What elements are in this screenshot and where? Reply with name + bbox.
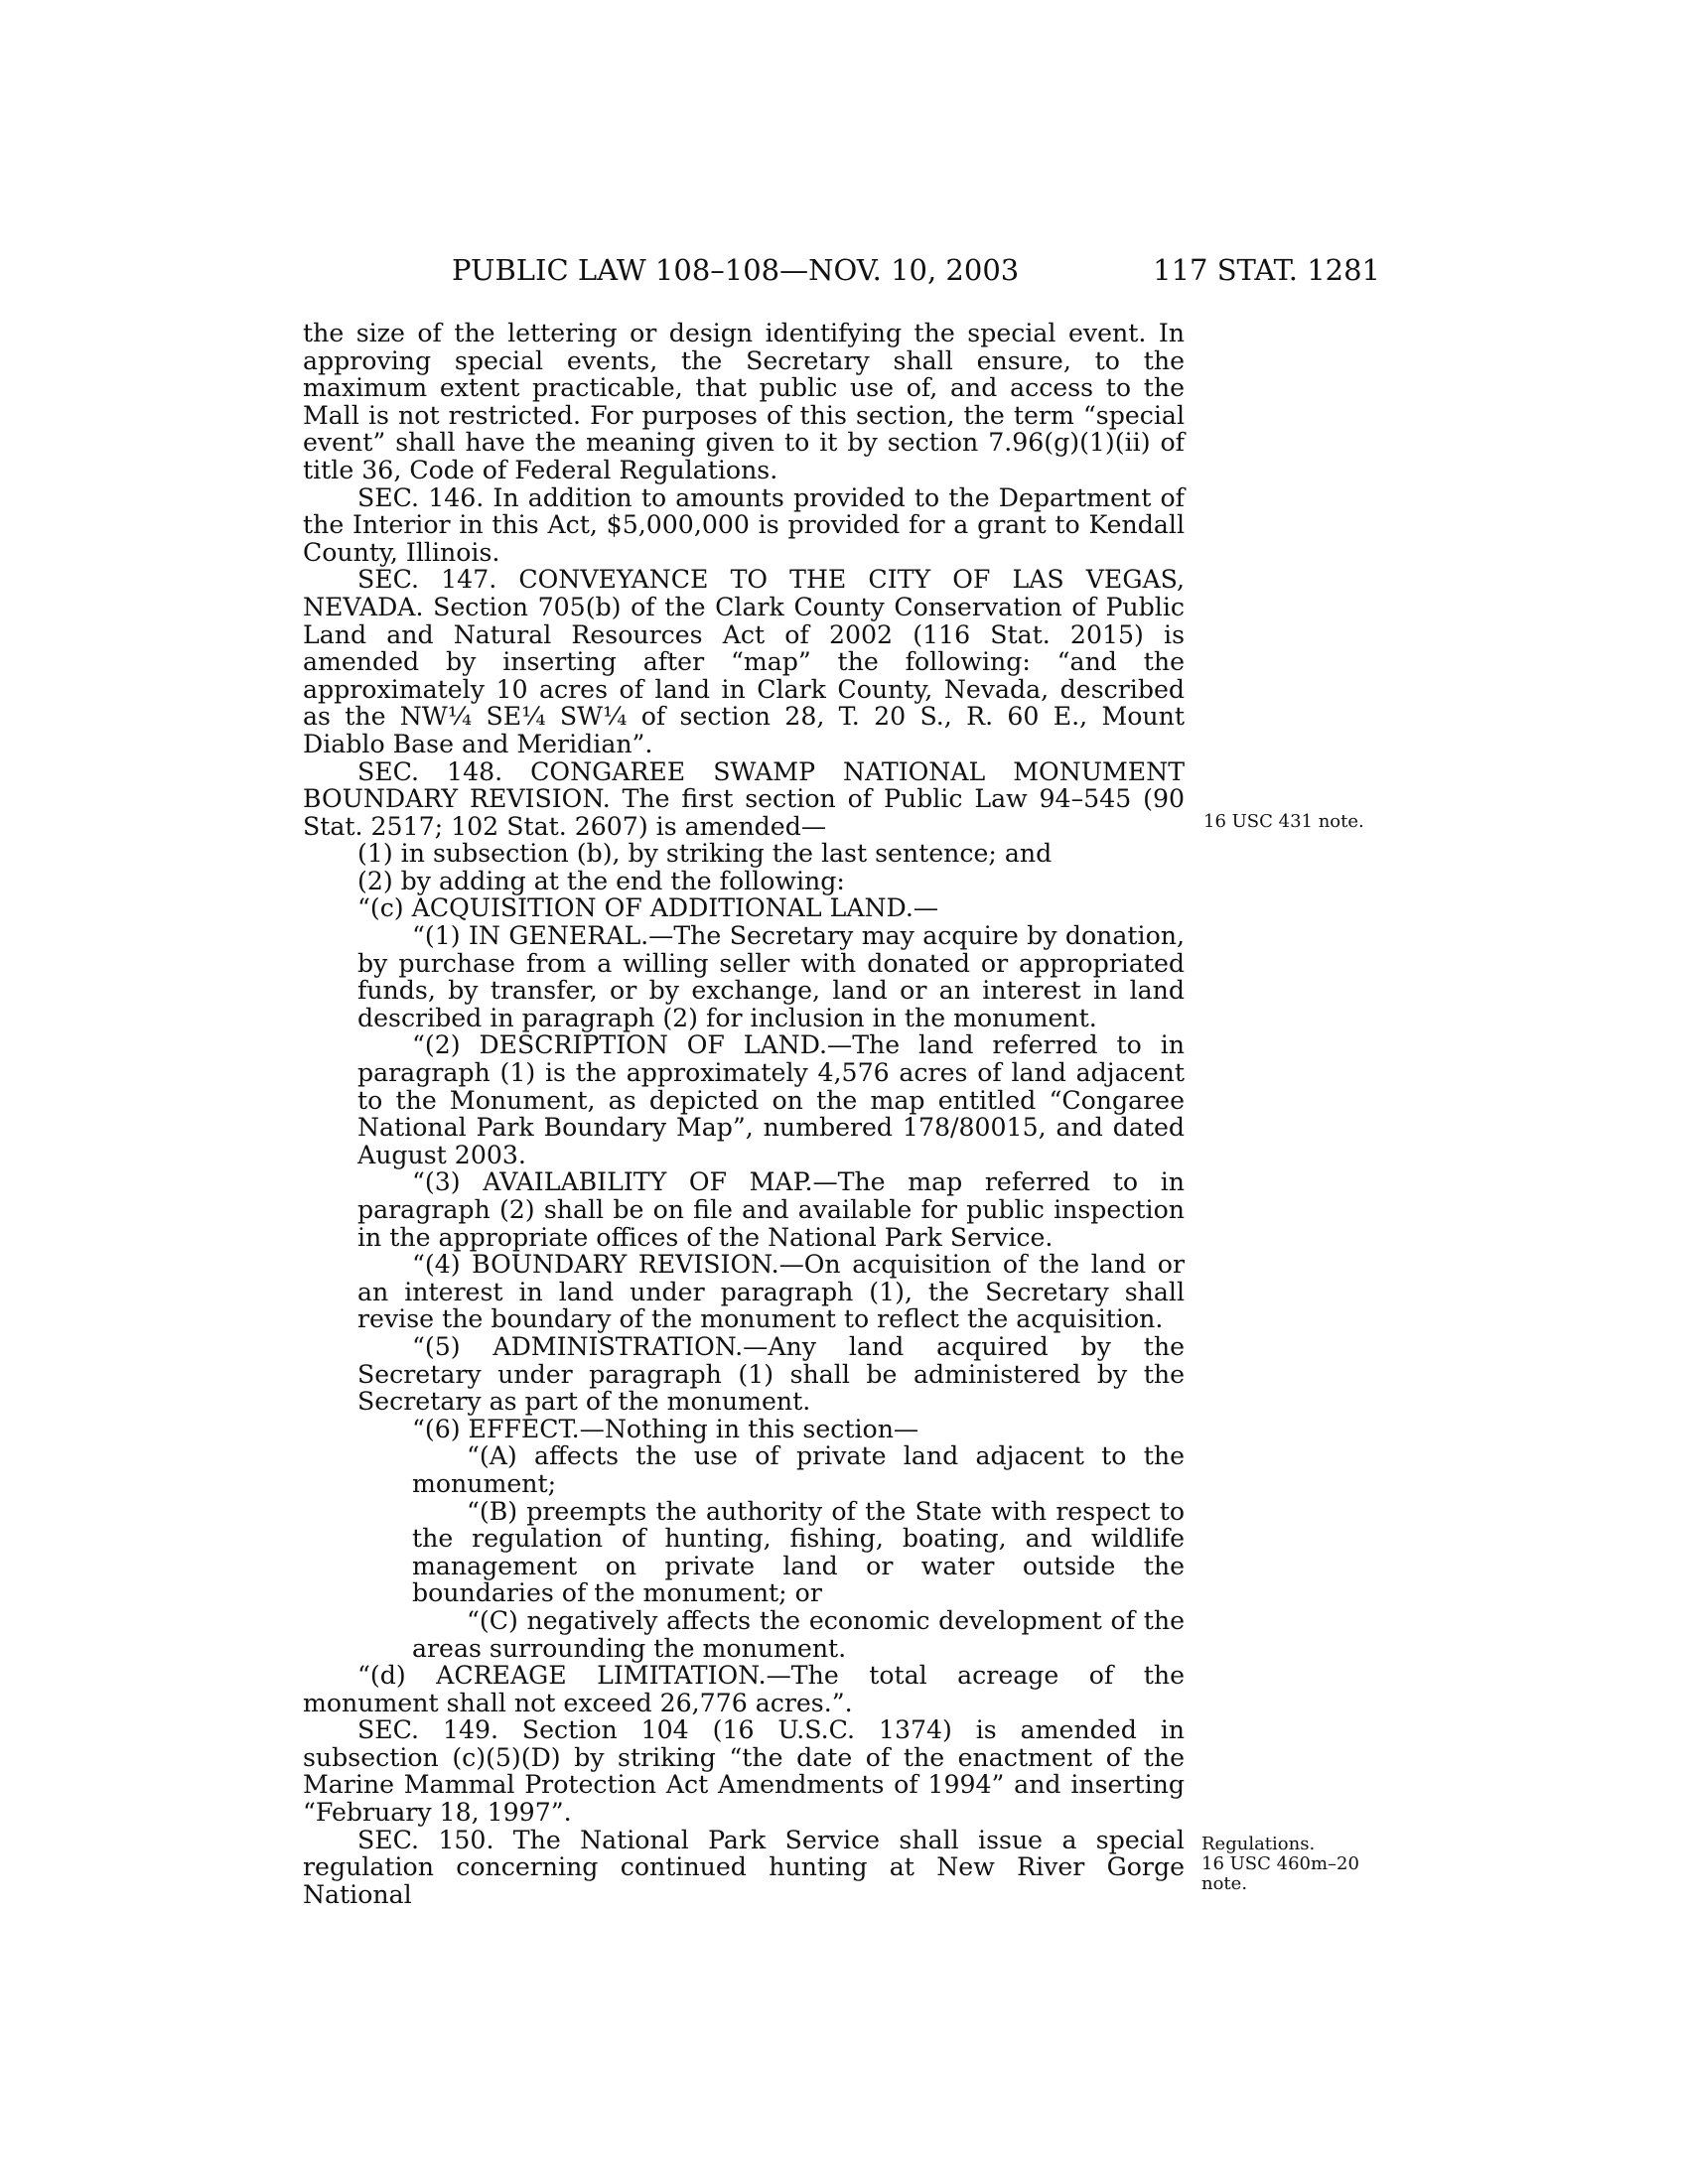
subsection-c-heading: “(c) ACQUISITION OF ADDITIONAL LAND.— <box>357 893 939 923</box>
subparagraph-c: “(C) negatively affects the economic development of the areas surrounding the monument. <box>412 1605 1185 1663</box>
subsection-d: “(d) ACREAGE LIMITATION.—The total acreage of the monument shall not exceed 26,776 acres.”. <box>303 1661 1185 1717</box>
clause-2: (2) by adding at the end the following: <box>357 866 845 895</box>
paragraph-c-4: “(4) BOUNDARY REVISION.—On acquisition of the land or an interest in land under paragraph (1), the Secretary shall revise the boundary of the monument to reflect the acquisition. <box>357 1250 1185 1334</box>
paragraph-c-1: “(1) IN GENERAL.—The Secretary may acquire by donation, by purchase from a willing seller with donated or appropriated funds, by transfer, or by exchange, land or an interest in land described in paragraph (2) for inclusion in the monument. <box>357 921 1185 1032</box>
margin-note-label: Regulations. <box>1201 1834 1316 1854</box>
stat-page-number: 117 STAT. 1281 <box>1153 253 1380 287</box>
paragraph-c-6: “(6) EFFECT.—Nothing in this section— <box>412 1414 919 1443</box>
page-title: PUBLIC LAW 108–108—NOV. 10, 2003 <box>452 253 1020 287</box>
paragraph-sec-147: SEC. 147. CONVEYANCE TO THE CITY OF LAS VEGAS, NEVADA. Section 705(b) of the Clark County Conservation of Public Land and Natural Resources Act of 2002 (116 Stat. 2015) is amended by inserting after “map” the following: “and the approximately 10 acres of land in Clark County, Nevada, described as the NW¼ SE¼ SW¼ of section 28, T. 20 S., R. 60 E., Mount Diablo Base and Meridian”. <box>303 565 1185 758</box>
paragraph-c-2: “(2) DESCRIPTION OF LAND.—The land referred to in paragraph (1) is the approximately 4,576 acres of land adjacent to the Monument, as depicted on the map entitled “Congaree National Park Boundary Map”, numbered 178/80015, and dated August 2003. <box>357 1030 1185 1169</box>
clause-1: (1) in subsection (b), by striking the last sentence; and <box>357 839 1053 869</box>
running-header <box>303 250 1380 290</box>
paragraph-sec-149: SEC. 149. Section 104 (16 U.S.C. 1374) is amended in subsection (c)(5)(D) by striking “the date of the enactment of the Marine Mammal Protection Act Amendments of 1994” and inserting “February 18, 1997”. <box>303 1715 1185 1828</box>
paragraph-sec-150: SEC. 150. The National Park Service shall issue a special regulation concerning continued hunting at New River Gorge National <box>303 1825 1185 1909</box>
margin-note-usc-460m: 16 USC 460m–20 note. <box>1201 1853 1359 1894</box>
paragraph-sec-148: SEC. 148. CONGAREE SWAMP NATIONAL MONUMENT BOUNDARY REVISION. The first section of Public Law 94–545 (90 Stat. 2517; 102 Stat. 2607) is amended— <box>303 756 1185 841</box>
paragraph-c-3: “(3) AVAILABILITY OF MAP.—The map referred to in paragraph (2) shall be on file and available for public inspection in the appropriate offices of the National Park Service. <box>357 1167 1185 1252</box>
document-body <box>303 320 1185 1908</box>
paragraph-sec-146: SEC. 146. In addition to amounts provided to the Department of the Interior in this Act, $5,000,000 is provided for a grant to Kendall County, Illinois. <box>303 482 1185 567</box>
paragraph-c-5: “(5) ADMINISTRATION.—Any land acquired by the Secretary under paragraph (1) shall be administered by the Secretary as part of the monument. <box>357 1331 1185 1417</box>
margin-note-usc-431: 16 USC 431 note. <box>1203 811 1364 832</box>
subparagraph-a: “(A) affects the use of private land adjacent to the monument; <box>412 1441 1185 1498</box>
margin-note-regulations <box>1201 1835 1390 1894</box>
paragraph-continuation: the size of the lettering or design identifying the special event. In approving special events, the Secretary shall ensure, to the maximum extent practicable, that public use of, and access to the Mall is not restricted. For purposes of this section, the term “special event” shall have the meaning given to it by section 7.96(g)(1)(ii) of title 36, Code of Federal Regulations. <box>303 319 1185 484</box>
subparagraph-b: “(B) preempts the authority of the State with respect to the regulation of hunting, fishing, boating, and wildlife management on private land or water outside the boundaries of the monument; or <box>412 1496 1185 1608</box>
